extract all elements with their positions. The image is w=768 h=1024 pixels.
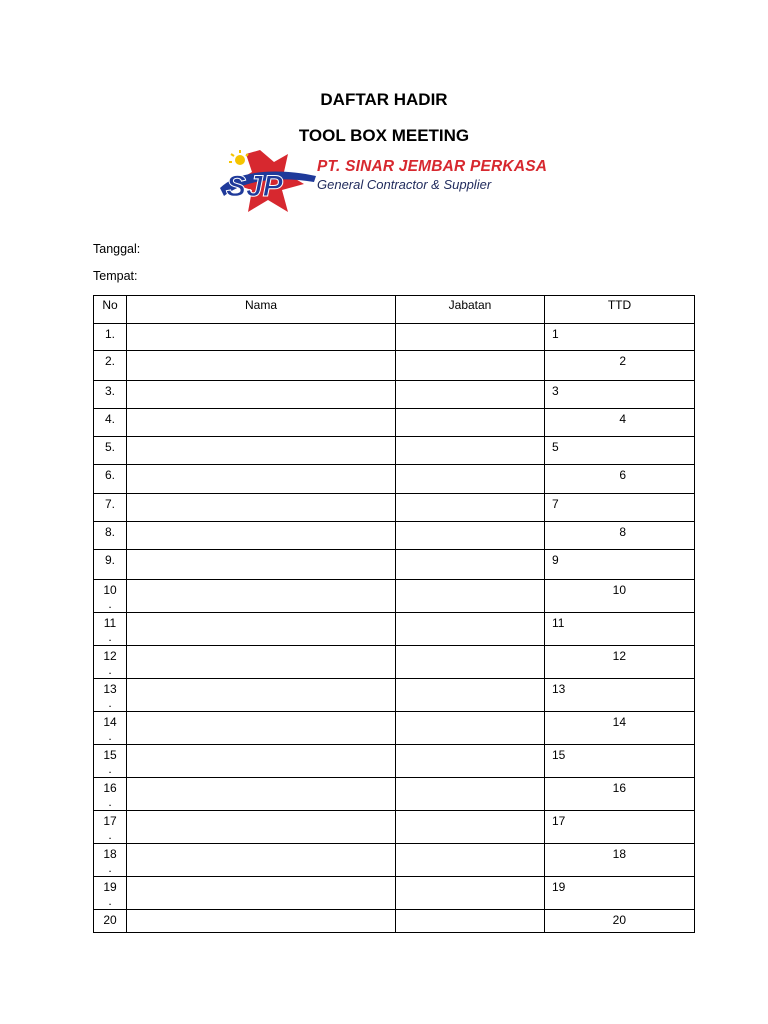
row-number: 1.: [94, 324, 127, 351]
signature-cell[interactable]: 18: [545, 844, 695, 877]
nama-cell[interactable]: [127, 613, 396, 646]
row-number: 8.: [94, 522, 127, 550]
row-number: 17 .: [94, 811, 127, 844]
nama-cell[interactable]: [127, 811, 396, 844]
table-row: [94, 580, 695, 613]
row-number: 11 .: [94, 613, 127, 646]
table-row: [94, 877, 695, 910]
table-row: [94, 910, 695, 933]
row-number: 18 .: [94, 844, 127, 877]
row-number: 6.: [94, 465, 127, 494]
table-row: [94, 351, 695, 381]
row-number: 9.: [94, 550, 127, 580]
company-name: PT. SINAR JEMBAR PERKASA: [317, 158, 548, 175]
table-row: [94, 679, 695, 712]
row-number: 7.: [94, 494, 127, 522]
jabatan-cell[interactable]: [396, 877, 545, 910]
jabatan-cell[interactable]: [396, 811, 545, 844]
signature-cell[interactable]: 19: [545, 877, 695, 910]
nama-cell[interactable]: [127, 494, 396, 522]
signature-cell[interactable]: 5: [545, 437, 695, 465]
jabatan-cell[interactable]: [396, 324, 545, 351]
row-number: 20: [94, 910, 127, 933]
signature-cell[interactable]: 14: [545, 712, 695, 745]
signature-cell[interactable]: 16: [545, 778, 695, 811]
table-row: [94, 550, 695, 580]
row-number: 2.: [94, 351, 127, 381]
signature-cell[interactable]: 17: [545, 811, 695, 844]
table-row: [94, 465, 695, 494]
date-label: Tanggal:: [93, 242, 141, 256]
table-row: [94, 811, 695, 844]
signature-cell[interactable]: 10: [545, 580, 695, 613]
row-number: 13 .: [94, 679, 127, 712]
jabatan-cell[interactable]: [396, 494, 545, 522]
jabatan-cell[interactable]: [396, 613, 545, 646]
table-row: [94, 522, 695, 550]
attendance-table: [93, 295, 695, 933]
table-row: [94, 844, 695, 877]
nama-cell[interactable]: [127, 778, 396, 811]
company-logo: [218, 148, 548, 214]
table-row: [94, 646, 695, 679]
jabatan-cell[interactable]: [396, 910, 545, 933]
company-tagline: General Contractor & Supplier: [317, 177, 492, 192]
row-number: 5.: [94, 437, 127, 465]
row-number: 4.: [94, 409, 127, 437]
table-row: [94, 324, 695, 351]
header-jabatan: Jabatan: [396, 296, 545, 324]
place-label: Tempat:: [93, 269, 138, 283]
nama-cell[interactable]: [127, 580, 396, 613]
nama-cell[interactable]: [127, 646, 396, 679]
signature-cell[interactable]: 7: [545, 494, 695, 522]
nama-cell[interactable]: [127, 409, 396, 437]
table-row: [94, 409, 695, 437]
document-subtitle: TOOL BOX MEETING: [298, 126, 470, 145]
jabatan-cell[interactable]: [396, 409, 545, 437]
sjp-monogram-icon: [218, 148, 318, 214]
nama-cell[interactable]: [127, 910, 396, 933]
jabatan-cell[interactable]: [396, 522, 545, 550]
header-ttd: TTD: [545, 296, 695, 324]
table-header-row: [94, 296, 695, 324]
jabatan-cell[interactable]: [396, 745, 545, 778]
signature-cell[interactable]: 13: [545, 679, 695, 712]
nama-cell[interactable]: [127, 877, 396, 910]
jabatan-cell[interactable]: [396, 646, 545, 679]
signature-cell[interactable]: 12: [545, 646, 695, 679]
nama-cell[interactable]: [127, 550, 396, 580]
nama-cell[interactable]: [127, 381, 396, 409]
nama-cell[interactable]: [127, 324, 396, 351]
jabatan-cell[interactable]: [396, 712, 545, 745]
signature-cell[interactable]: 6: [545, 465, 695, 494]
row-number: 19 .: [94, 877, 127, 910]
nama-cell[interactable]: [127, 844, 396, 877]
row-number: 3.: [94, 381, 127, 409]
header-nama: Nama: [127, 296, 396, 324]
jabatan-cell[interactable]: [396, 778, 545, 811]
signature-cell[interactable]: 11: [545, 613, 695, 646]
nama-cell[interactable]: [127, 351, 396, 381]
nama-cell[interactable]: [127, 522, 396, 550]
signature-cell[interactable]: 2: [545, 351, 695, 381]
signature-cell[interactable]: 4: [545, 409, 695, 437]
row-number: 10 .: [94, 580, 127, 613]
table-row: [94, 437, 695, 465]
svg-text:SJP: SJP: [226, 170, 283, 203]
table-row: [94, 494, 695, 522]
header-no: No: [94, 296, 127, 324]
signature-cell[interactable]: 3: [545, 381, 695, 409]
signature-cell[interactable]: 8: [545, 522, 695, 550]
row-number: 14 .: [94, 712, 127, 745]
table-row: [94, 613, 695, 646]
jabatan-cell[interactable]: [396, 844, 545, 877]
signature-cell[interactable]: 1: [545, 324, 695, 351]
signature-cell[interactable]: 15: [545, 745, 695, 778]
table-row: [94, 381, 695, 409]
jabatan-cell[interactable]: [396, 437, 545, 465]
nama-cell[interactable]: [127, 437, 396, 465]
nama-cell[interactable]: [127, 679, 396, 712]
row-number: 12 .: [94, 646, 127, 679]
table-row: [94, 745, 695, 778]
table-row: [94, 712, 695, 745]
row-number: 15 .: [94, 745, 127, 778]
jabatan-cell[interactable]: [396, 351, 545, 381]
signature-cell[interactable]: 20: [545, 910, 695, 933]
jabatan-cell[interactable]: [396, 679, 545, 712]
nama-cell[interactable]: [127, 745, 396, 778]
jabatan-cell[interactable]: [396, 465, 545, 494]
row-number: 16 .: [94, 778, 127, 811]
jabatan-cell[interactable]: [396, 381, 545, 409]
signature-cell[interactable]: 9: [545, 550, 695, 580]
jabatan-cell[interactable]: [396, 580, 545, 613]
nama-cell[interactable]: [127, 465, 396, 494]
table-row: [94, 778, 695, 811]
document-title: DAFTAR HADIR: [320, 90, 448, 109]
nama-cell[interactable]: [127, 712, 396, 745]
jabatan-cell[interactable]: [396, 550, 545, 580]
